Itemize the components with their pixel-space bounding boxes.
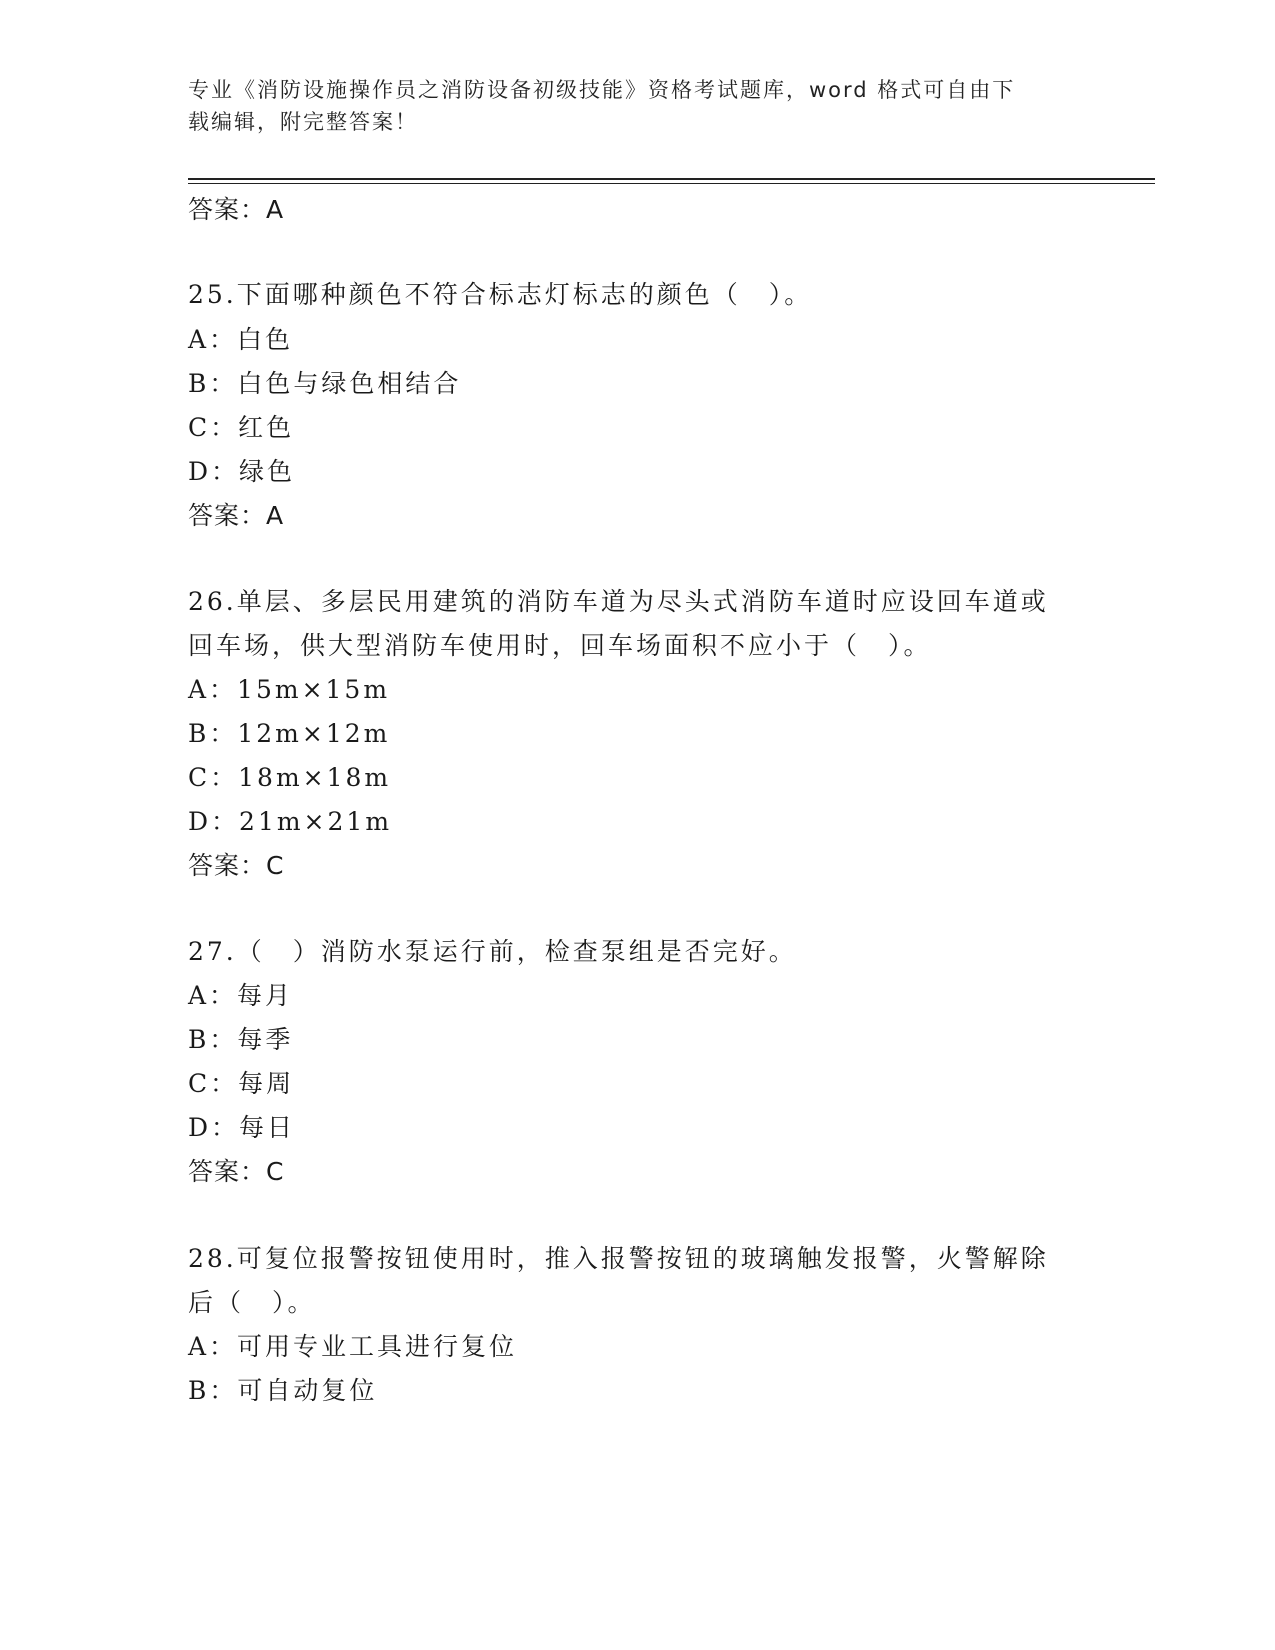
- option-c: C：红色: [188, 413, 295, 442]
- option-d: D：每日: [188, 1113, 296, 1142]
- option-a: A：可用专业工具进行复位: [188, 1332, 518, 1361]
- option-c: C：每周: [188, 1069, 295, 1098]
- header-divider-thin: [188, 183, 1155, 184]
- option-b: B：12m×12m: [188, 719, 391, 748]
- header-line-2: 载编辑，附完整答案！: [188, 110, 418, 134]
- question-stem-continued: 后（ ）。: [188, 1288, 316, 1317]
- question-stem-continued: 回车场，供大型消防车使用时，回车场面积不应小于（ ）。: [188, 631, 932, 660]
- option-a: A：15m×15m: [188, 675, 391, 704]
- question-stem: 27.（ ）消防水泵运行前，检查泵组是否完好。: [188, 937, 797, 966]
- header-divider-thick: [188, 178, 1155, 180]
- option-b: B：白色与绿色相结合: [188, 369, 462, 398]
- option-a: A：白色: [188, 325, 294, 354]
- answer-line: 答案：A: [188, 501, 285, 530]
- question-stem: 26.单层、多层民用建筑的消防车道为尽头式消防车道时应设回车道或: [188, 587, 1049, 616]
- question-stem: 28.可复位报警按钮使用时，推入报警按钮的玻璃触发报警，火警解除: [188, 1244, 1049, 1273]
- answer-line: 答案：C: [188, 851, 285, 880]
- document-header: [188, 74, 1068, 138]
- option-b: B：可自动复位: [188, 1376, 378, 1405]
- header-line-1: 专业《消防设施操作员之消防设备初级技能》资格考试题库，word 格式可自由下: [188, 78, 1016, 102]
- question-stem: 25.下面哪种颜色不符合标志灯标志的颜色（ ）。: [188, 280, 813, 309]
- option-d: D：21m×21m: [188, 807, 393, 836]
- option-c: C：18m×18m: [188, 763, 392, 792]
- option-a: A：每月: [188, 981, 294, 1010]
- option-b: B：每季: [188, 1025, 294, 1054]
- answer-line: 答案：C: [188, 1157, 285, 1186]
- answer-line: 答案：A: [188, 195, 285, 224]
- option-d: D：绿色: [188, 457, 296, 486]
